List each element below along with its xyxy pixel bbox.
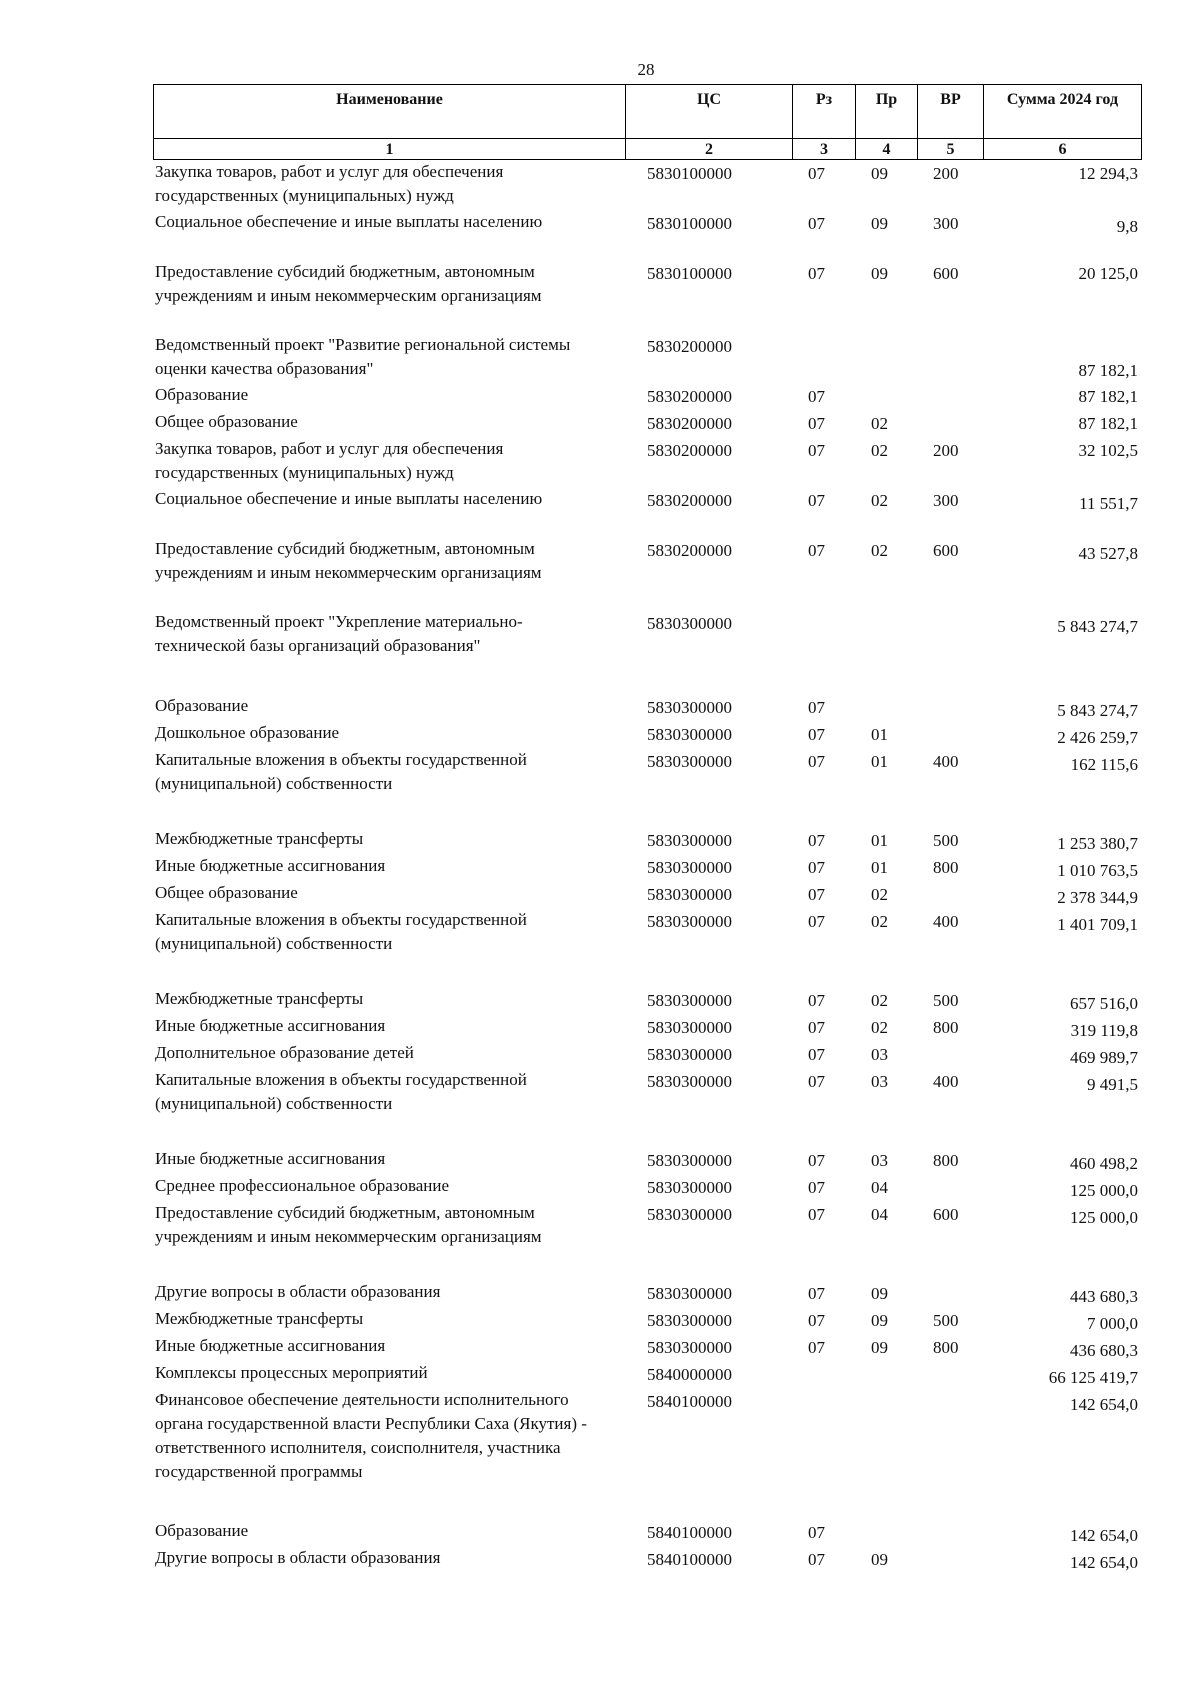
row-pr: 09	[871, 264, 888, 283]
row-name: Другие вопросы в области образования	[155, 1282, 441, 1301]
row-sum: 12 294,3	[1078, 164, 1138, 183]
row-name: Капитальные вложения в объекты государственной (муниципальной) собственности	[155, 750, 527, 793]
table-row	[153, 1307, 1141, 1334]
row-cs: 5840100000	[647, 1550, 732, 1569]
row-cs: 5830200000	[647, 441, 732, 460]
row-pr: 09	[871, 214, 888, 233]
row-name: Закупка товаров, работ и услуг для обеспечения государственных (муниципальных) нужд	[155, 439, 504, 482]
table-row	[153, 1361, 1141, 1388]
row-pr: 04	[871, 1178, 888, 1197]
row-cs: 5830300000	[647, 1045, 732, 1064]
row-sum: 125 000,0	[1070, 1208, 1138, 1227]
row-name: Межбюджетные трансферты	[155, 989, 364, 1008]
row-pr: 02	[871, 885, 888, 904]
row-pr: 09	[871, 164, 888, 183]
row-sum: 142 654,0	[1070, 1526, 1138, 1545]
row-cs: 5830100000	[647, 264, 732, 283]
row-name: Капитальные вложения в объекты государственной (муниципальной) собственности	[155, 1070, 527, 1113]
header-name: Наименование	[154, 85, 626, 139]
row-cs: 5830300000	[647, 1072, 732, 1091]
table-row	[153, 383, 1141, 410]
row-name: Межбюджетные трансферты	[155, 1309, 364, 1328]
row-name: Ведомственный проект "Развитие региональной системы оценки качества образования"	[155, 335, 571, 378]
row-rz: 07	[808, 858, 825, 877]
table-row	[153, 437, 1141, 487]
row-sum: 319 119,8	[1070, 1021, 1138, 1040]
column-number: 6	[984, 139, 1142, 160]
header-vr: ВР	[918, 85, 984, 139]
table-row	[153, 160, 1141, 210]
row-sum: 9,8	[1116, 217, 1138, 236]
row-cs: 5830300000	[647, 858, 732, 877]
row-sum: 43 527,8	[1078, 544, 1138, 563]
row-name: Среднее профессиональное образование	[155, 1176, 450, 1195]
row-name: Образование	[155, 1521, 249, 1540]
row-sum: 436 680,3	[1070, 1341, 1138, 1360]
header-rz: Рз	[793, 85, 856, 139]
table-row	[153, 1519, 1141, 1546]
row-cs: 5830100000	[647, 214, 732, 233]
row-name: Общее образование	[155, 412, 298, 431]
row-vr: 400	[933, 752, 959, 771]
row-name: Финансовое обеспечение деятельности исполнительного органа государственной власти Республики Саха (Якутия) - ответственного исполнителя, соисполнителя, участника государственной программы	[155, 1390, 587, 1481]
row-name: Общее образование	[155, 883, 298, 902]
table-row	[153, 1201, 1141, 1280]
row-name: Дополнительное образование детей	[155, 1043, 414, 1062]
row-rz: 07	[808, 541, 825, 560]
row-pr: 02	[871, 912, 888, 931]
row-sum: 32 102,5	[1078, 441, 1138, 460]
row-sum: 1 253 380,7	[1057, 834, 1138, 853]
row-vr: 800	[933, 1338, 959, 1357]
row-vr: 400	[933, 912, 959, 931]
header-cs: ЦС	[626, 85, 793, 139]
row-rz: 07	[808, 725, 825, 744]
row-vr: 200	[933, 164, 959, 183]
row-name: Закупка товаров, работ и услуг для обеспечения государственных (муниципальных) нужд	[155, 162, 504, 205]
row-sum: 11 551,7	[1079, 494, 1138, 513]
row-sum: 20 125,0	[1078, 264, 1138, 283]
table-row	[153, 1334, 1141, 1361]
row-vr: 800	[933, 1018, 959, 1037]
header-pr: Пр	[856, 85, 918, 139]
row-name: Межбюджетные трансферты	[155, 829, 364, 848]
row-cs: 5830300000	[647, 1205, 732, 1224]
row-sum: 9 491,5	[1087, 1075, 1138, 1094]
row-rz: 07	[808, 1151, 825, 1170]
row-pr: 09	[871, 1550, 888, 1569]
row-cs: 5830300000	[647, 1018, 732, 1037]
row-name: Предоставление субсидий бюджетным, автономным учреждениям и иным некоммерческим организациям	[155, 262, 542, 305]
row-sum: 5 843 274,7	[1057, 701, 1138, 720]
row-rz: 07	[808, 1550, 825, 1569]
column-number: 2	[626, 139, 793, 160]
row-cs: 5830300000	[647, 1284, 732, 1303]
row-rz: 07	[808, 414, 825, 433]
row-sum: 7 000,0	[1087, 1314, 1138, 1333]
row-vr: 600	[933, 541, 959, 560]
row-cs: 5830300000	[647, 885, 732, 904]
row-vr: 800	[933, 858, 959, 877]
table-row	[153, 854, 1141, 881]
column-number: 4	[856, 139, 918, 160]
table-row	[153, 487, 1141, 537]
row-sum: 142 654,0	[1070, 1395, 1138, 1414]
row-sum: 2 378 344,9	[1057, 888, 1138, 907]
row-rz: 07	[808, 752, 825, 771]
row-rz: 07	[808, 1284, 825, 1303]
row-vr: 500	[933, 991, 959, 1010]
row-pr: 02	[871, 491, 888, 510]
row-rz: 07	[808, 1018, 825, 1037]
row-cs: 5830300000	[647, 1311, 732, 1330]
row-vr: 300	[933, 491, 959, 510]
row-cs: 5840000000	[647, 1365, 732, 1384]
table-row	[153, 1280, 1141, 1307]
page-number: 28	[637, 60, 655, 79]
row-cs: 5830200000	[647, 414, 732, 433]
row-sum: 460 498,2	[1070, 1154, 1138, 1173]
row-rz: 07	[808, 1523, 825, 1542]
row-name: Комплексы процессных мероприятий	[155, 1363, 428, 1382]
column-number: 1	[154, 139, 626, 160]
row-pr: 02	[871, 1018, 888, 1037]
row-pr: 09	[871, 1284, 888, 1303]
row-vr: 500	[933, 831, 959, 850]
row-cs: 5830100000	[647, 164, 732, 183]
row-vr: 400	[933, 1072, 959, 1091]
row-rz: 07	[808, 387, 825, 406]
table-row	[153, 1041, 1141, 1068]
header-sum: Сумма 2024 год	[984, 85, 1142, 139]
row-rz: 07	[808, 264, 825, 283]
row-name: Дошкольное образование	[155, 723, 340, 742]
row-cs: 5830300000	[647, 1178, 732, 1197]
row-rz: 07	[808, 1311, 825, 1330]
row-name: Капитальные вложения в объекты государственной (муниципальной) собственности	[155, 910, 527, 953]
table-row	[153, 908, 1141, 987]
row-vr: 800	[933, 1151, 959, 1170]
table-row	[153, 260, 1141, 333]
row-rz: 07	[808, 441, 825, 460]
row-pr: 02	[871, 541, 888, 560]
table-row	[153, 1174, 1141, 1201]
row-name: Предоставление субсидий бюджетным, автономным учреждениям и иным некоммерческим организациям	[155, 539, 542, 582]
row-name: Иные бюджетные ассигнования	[155, 1149, 386, 1168]
row-rz: 07	[808, 1045, 825, 1064]
row-rz: 07	[808, 214, 825, 233]
row-pr: 01	[871, 752, 888, 771]
row-sum: 1 010 763,5	[1057, 861, 1138, 880]
table-row	[153, 537, 1141, 610]
row-cs: 5830300000	[647, 1338, 732, 1357]
row-cs: 5830200000	[647, 491, 732, 510]
table-row	[153, 827, 1141, 854]
row-cs: 5830300000	[647, 831, 732, 850]
table-row	[153, 210, 1141, 260]
row-sum: 87 182,1	[1078, 387, 1138, 406]
row-rz: 07	[808, 991, 825, 1010]
row-sum: 142 654,0	[1070, 1553, 1138, 1572]
table-row	[153, 721, 1141, 748]
table-row	[153, 987, 1141, 1014]
table-row	[153, 1388, 1141, 1519]
row-rz: 07	[808, 912, 825, 931]
row-cs: 5830200000	[647, 541, 732, 560]
row-pr: 01	[871, 858, 888, 877]
table-row	[153, 333, 1141, 383]
row-sum: 5 843 274,7	[1057, 617, 1138, 636]
table-row	[153, 1014, 1141, 1041]
row-name: Ведомственный проект "Укрепление материально-технической базы организаций образования"	[155, 612, 523, 655]
table-body	[153, 160, 1141, 1573]
column-number: 5	[918, 139, 984, 160]
row-pr: 03	[871, 1151, 888, 1170]
row-sum: 657 516,0	[1070, 994, 1138, 1013]
row-name: Образование	[155, 385, 249, 404]
row-vr: 500	[933, 1311, 959, 1330]
row-sum: 469 989,7	[1070, 1048, 1138, 1067]
row-cs: 5830300000	[647, 1151, 732, 1170]
row-sum: 162 115,6	[1070, 755, 1138, 774]
row-name: Другие вопросы в области образования	[155, 1548, 441, 1567]
row-name: Иные бюджетные ассигнования	[155, 1016, 386, 1035]
row-cs: 5830200000	[647, 337, 732, 356]
row-cs: 5840100000	[647, 1523, 732, 1542]
row-pr: 03	[871, 1045, 888, 1064]
row-rz: 07	[808, 164, 825, 183]
row-name: Социальное обеспечение и иные выплаты населению	[155, 212, 543, 231]
row-sum: 87 182,1	[1078, 414, 1138, 433]
table-row	[153, 1546, 1141, 1573]
row-vr: 300	[933, 214, 959, 233]
row-cs: 5830300000	[647, 752, 732, 771]
row-rz: 07	[808, 1178, 825, 1197]
row-name: Предоставление субсидий бюджетным, автономным учреждениям и иным некоммерческим организациям	[155, 1203, 542, 1246]
row-vr: 600	[933, 1205, 959, 1224]
row-vr: 200	[933, 441, 959, 460]
row-pr: 01	[871, 725, 888, 744]
row-cs: 5830300000	[647, 912, 732, 931]
table-row	[153, 881, 1141, 908]
row-pr: 09	[871, 1311, 888, 1330]
column-number: 3	[793, 139, 856, 160]
row-sum: 125 000,0	[1070, 1181, 1138, 1200]
row-vr: 600	[933, 264, 959, 283]
row-cs: 5840100000	[647, 1392, 732, 1411]
table-row	[153, 410, 1141, 437]
table-header	[153, 84, 1142, 160]
row-name: Образование	[155, 696, 249, 715]
row-pr: 03	[871, 1072, 888, 1091]
row-name: Иные бюджетные ассигнования	[155, 1336, 386, 1355]
row-pr: 02	[871, 441, 888, 460]
table-row	[153, 748, 1141, 827]
table-row	[153, 610, 1141, 694]
table-row	[153, 1147, 1141, 1174]
row-sum: 66 125 419,7	[1048, 1368, 1138, 1387]
row-pr: 04	[871, 1205, 888, 1224]
row-rz: 07	[808, 1205, 825, 1224]
row-sum: 443 680,3	[1070, 1287, 1138, 1306]
table-row	[153, 694, 1141, 721]
row-cs: 5830300000	[647, 725, 732, 744]
table-row	[153, 1068, 1141, 1147]
row-rz: 07	[808, 885, 825, 904]
row-sum: 87 182,1	[1078, 361, 1138, 380]
row-cs: 5830200000	[647, 387, 732, 406]
row-rz: 07	[808, 831, 825, 850]
row-rz: 07	[808, 491, 825, 510]
row-rz: 07	[808, 1338, 825, 1357]
row-cs: 5830300000	[647, 698, 732, 717]
row-pr: 09	[871, 1338, 888, 1357]
row-rz: 07	[808, 1072, 825, 1091]
row-name: Социальное обеспечение и иные выплаты населению	[155, 489, 543, 508]
row-pr: 01	[871, 831, 888, 850]
row-pr: 02	[871, 414, 888, 433]
row-cs: 5830300000	[647, 991, 732, 1010]
row-sum: 2 426 259,7	[1057, 728, 1138, 747]
row-sum: 1 401 709,1	[1057, 915, 1138, 934]
row-name: Иные бюджетные ассигнования	[155, 856, 386, 875]
row-rz: 07	[808, 698, 825, 717]
row-cs: 5830300000	[647, 614, 732, 633]
row-pr: 02	[871, 991, 888, 1010]
